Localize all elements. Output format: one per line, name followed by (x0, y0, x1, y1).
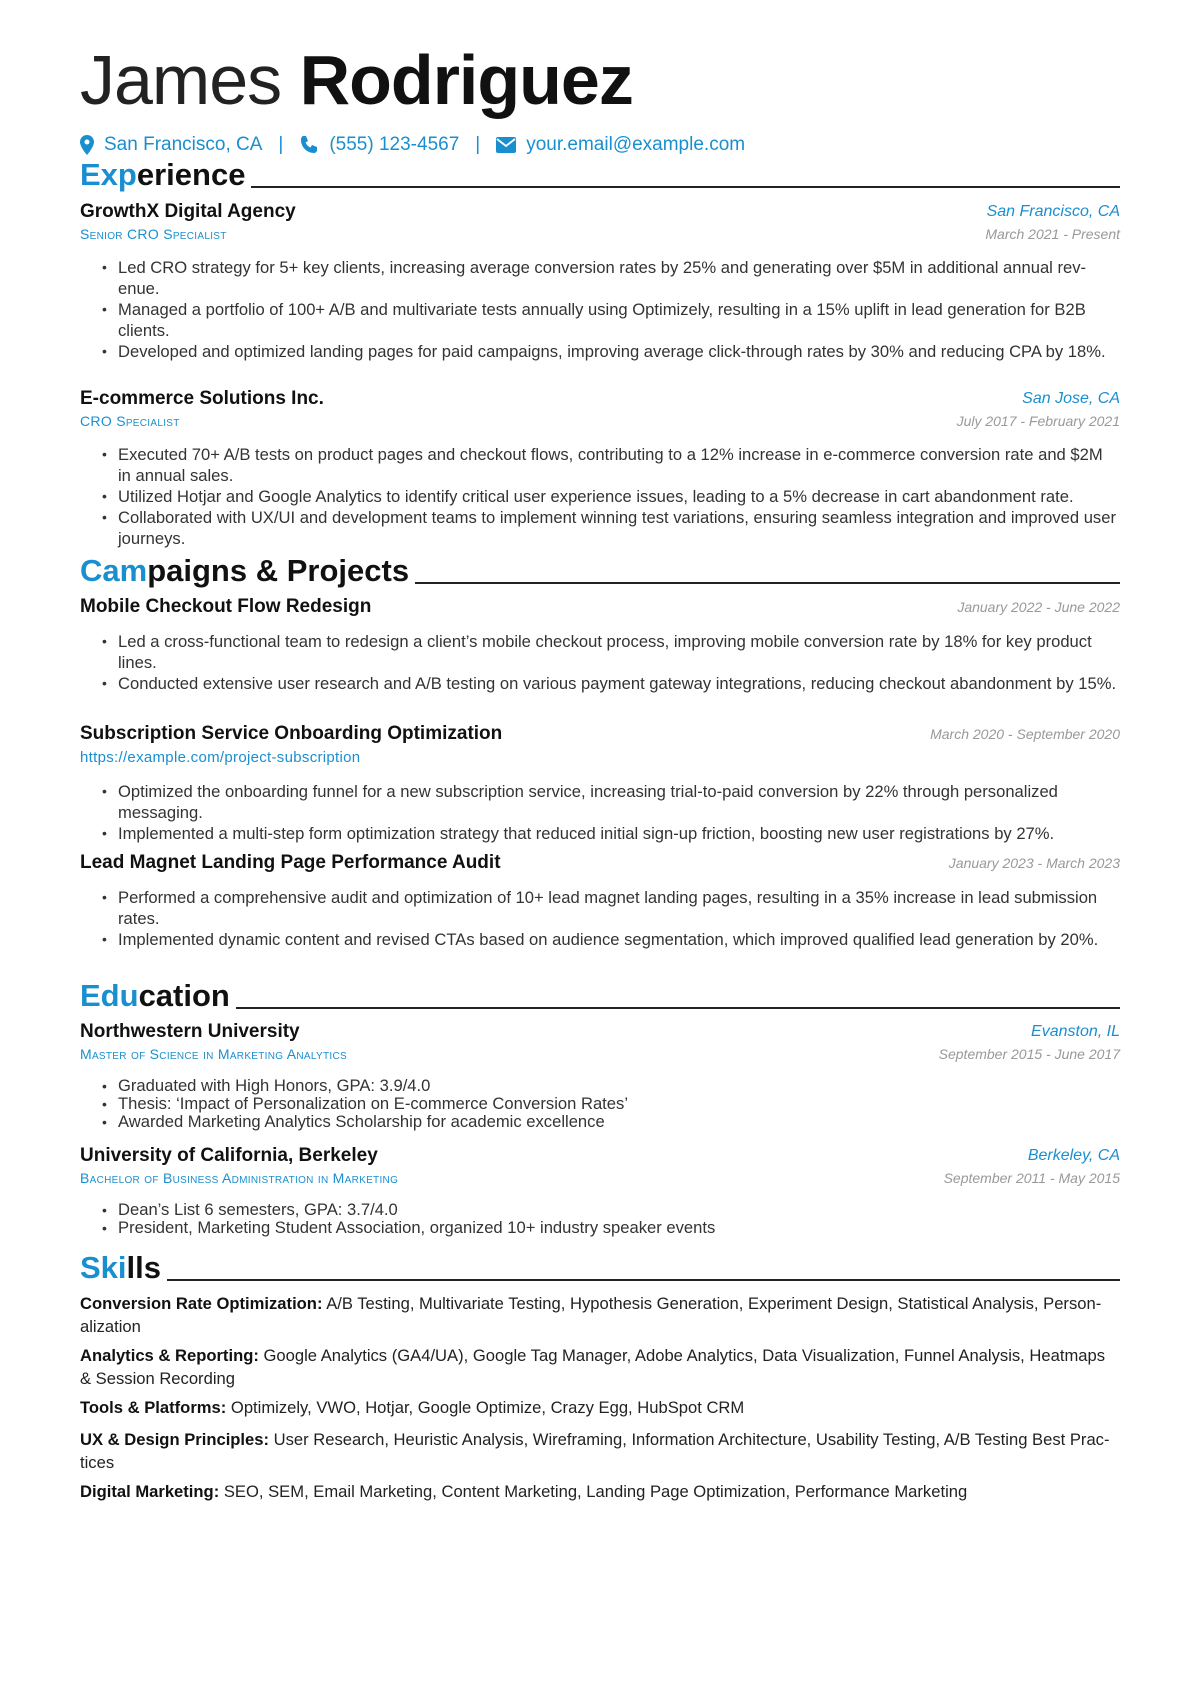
skill-row (80, 1292, 1120, 1338)
degree: Bachelor of Business Administration in Marketing (80, 1170, 399, 1186)
experience-section-heading (80, 156, 1120, 194)
skill-row (80, 1480, 1120, 1503)
job-location: San Jose, CA (1022, 390, 1120, 407)
project-dates: March 2020 - September 2020 (930, 726, 1120, 742)
phone-icon (299, 135, 319, 155)
email-link[interactable]: your.email@example.com (526, 134, 746, 155)
project-link[interactable]: https://example.com/project-subscription (80, 749, 361, 766)
school-location: Evanston, IL (1031, 1023, 1120, 1040)
phone-contact[interactable] (299, 132, 459, 158)
section-rule (415, 582, 1120, 584)
school-name: Northwestern University (80, 1021, 300, 1042)
skill-value: A/B Testing, Multivariate Testing, Hypothesis Generation, Experiment Design, Statistical Analysis, Person-alization (80, 1294, 1102, 1336)
section-rule (251, 186, 1120, 188)
list-item: • Collaborated with UX/UI and development teams to implement winning test variations, ensuring seamless integration and improved user journeys. (80, 507, 1120, 549)
project-title: Subscription Service Onboarding Optimization (80, 723, 503, 744)
school-dates: September 2015 - June 2017 (938, 1046, 1120, 1062)
company-name: GrowthX Digital Agency (80, 201, 296, 222)
skill-value: SEO, SEM, Email Marketing, Content Marketing, Landing Page Optimization, Performance Marketing (223, 1482, 968, 1501)
last-name: Rodriguez (299, 41, 633, 119)
phone-text[interactable]: (555) 123-4567 (329, 134, 460, 155)
skill-value: User Research, Heuristic Analysis, Wireframing, Information Architecture, Usability Testing, A/B Testing Best Prac-tices (80, 1430, 1110, 1472)
skill-label: Analytics & Reporting: (80, 1346, 259, 1365)
section-rule (236, 1007, 1120, 1009)
project-dates: January 2023 - March 2023 (948, 855, 1120, 871)
skill-label: Tools & Platforms: (80, 1398, 227, 1417)
project-title: Mobile Checkout Flow Redesign (80, 596, 372, 617)
section-rule (167, 1279, 1120, 1281)
skill-value: Optimizely, VWO, Hotjar, Google Optimize, Crazy Egg, HubSpot CRM (230, 1398, 745, 1417)
job-bullets (80, 257, 1120, 362)
skill-value: Google Analytics (GA4/UA), Google Tag Manager, Adobe Analytics, Data Visualization, Funnel Analysis, Heatmaps & Session Recording (80, 1346, 1106, 1388)
job-dates: July 2017 - February 2021 (956, 413, 1120, 429)
education-section-heading (80, 977, 1120, 1015)
education-bullets (80, 1201, 1120, 1237)
candidate-name (80, 40, 633, 120)
job-bullets (80, 444, 1120, 549)
list-item: • Thesis: ‘Impact of Personalization on E-commerce Conversion Rates’ (80, 1095, 1120, 1113)
location-text: San Francisco, CA (104, 134, 263, 155)
list-item: • Awarded Marketing Analytics Scholarship for academic excellence (80, 1113, 1120, 1131)
degree: Master of Science in Marketing Analytics (80, 1046, 347, 1062)
company-name: E-commerce Solutions Inc. (80, 388, 324, 409)
school-name: University of California, Berkeley (80, 1145, 378, 1166)
envelope-icon (496, 137, 516, 153)
list-item: • Optimized the onboarding funnel for a new subscription service, increasing trial-to-paid conversion by 22% through personalized messaging. (80, 781, 1120, 823)
project-bullets (80, 781, 1120, 844)
project-bullets (80, 631, 1120, 694)
skill-label: UX & Design Principles: (80, 1430, 270, 1449)
list-item: • Conducted extensive user research and A/B testing on various payment gateway integrations, reducing checkout abandonment by 15%. (80, 673, 1120, 694)
education-bullets (80, 1077, 1120, 1131)
skill-label: Digital Marketing: (80, 1482, 220, 1501)
skill-row (80, 1396, 1120, 1419)
section-title: Education (80, 978, 230, 1013)
job-location: San Francisco, CA (986, 203, 1120, 220)
project-bullets (80, 887, 1120, 950)
school-dates: September 2011 - May 2015 (943, 1170, 1120, 1186)
list-item: • President, Marketing Student Association, organized 10+ industry speaker events (80, 1219, 1120, 1237)
school-location: Berkeley, CA (1027, 1147, 1120, 1164)
email-contact[interactable] (496, 132, 745, 158)
location-contact (80, 132, 262, 158)
contact-line (80, 132, 745, 158)
contact-separator: | (278, 134, 284, 155)
list-item: • Managed a portfolio of 100+ A/B and multivariate tests annually using Optimizely, resulting in a 15% uplift in lead generation for B2B clients. (80, 299, 1120, 341)
list-item: • Implemented dynamic content and revised CTAs based on audience segmentation, which improved qualified lead generation by 20%. (80, 929, 1120, 950)
project-dates: January 2022 - June 2022 (957, 599, 1120, 615)
skill-label: Conversion Rate Optimization: (80, 1294, 323, 1313)
skills-section-heading (80, 1249, 1120, 1287)
skill-row (80, 1428, 1120, 1474)
map-pin-icon (80, 135, 94, 155)
section-title: Campaigns & Projects (80, 553, 410, 588)
job-role: CRO Specialist (80, 413, 180, 429)
list-item: • Utilized Hotjar and Google Analytics to identify critical user experience issues, leading to a 5% decrease in cart abandonment rate. (80, 486, 1120, 507)
list-item: • Executed 70+ A/B tests on product pages and checkout flows, contributing to a 12% increase in e-commerce conversion rate and $2M in annual sales. (80, 444, 1120, 486)
first-name: James (80, 41, 282, 119)
list-item: • Dean’s List 6 semesters, GPA: 3.7/4.0 (80, 1201, 1120, 1219)
list-item: • Led a cross-functional team to redesign a client’s mobile checkout process, improving mobile conversion rate by 18% for key product lines. (80, 631, 1120, 673)
contact-separator: | (475, 134, 481, 155)
section-title: Experience (80, 157, 246, 192)
project-title: Lead Magnet Landing Page Performance Audit (80, 852, 501, 873)
projects-section-heading (80, 552, 1120, 590)
list-item: • Implemented a multi-step form optimization strategy that reduced initial sign-up friction, boosting new user registrations by 27%. (80, 823, 1120, 844)
list-item: • Led CRO strategy for 5+ key clients, increasing average conversion rates by 25% and generating over $5M in additional annual rev-enue. (80, 257, 1120, 299)
job-role: Senior CRO Specialist (80, 226, 227, 242)
list-item: • Developed and optimized landing pages for paid campaigns, improving average click-through rates by 30% and reducing CPA by 18%. (80, 341, 1120, 362)
job-dates: March 2021 - Present (985, 226, 1120, 242)
list-item: • Graduated with High Honors, GPA: 3.9/4.0 (80, 1077, 1120, 1095)
skill-row (80, 1344, 1120, 1390)
list-item: • Performed a comprehensive audit and optimization of 10+ lead magnet landing pages, resulting in a 35% increase in lead submission rates. (80, 887, 1120, 929)
section-title: Skills (80, 1250, 161, 1285)
